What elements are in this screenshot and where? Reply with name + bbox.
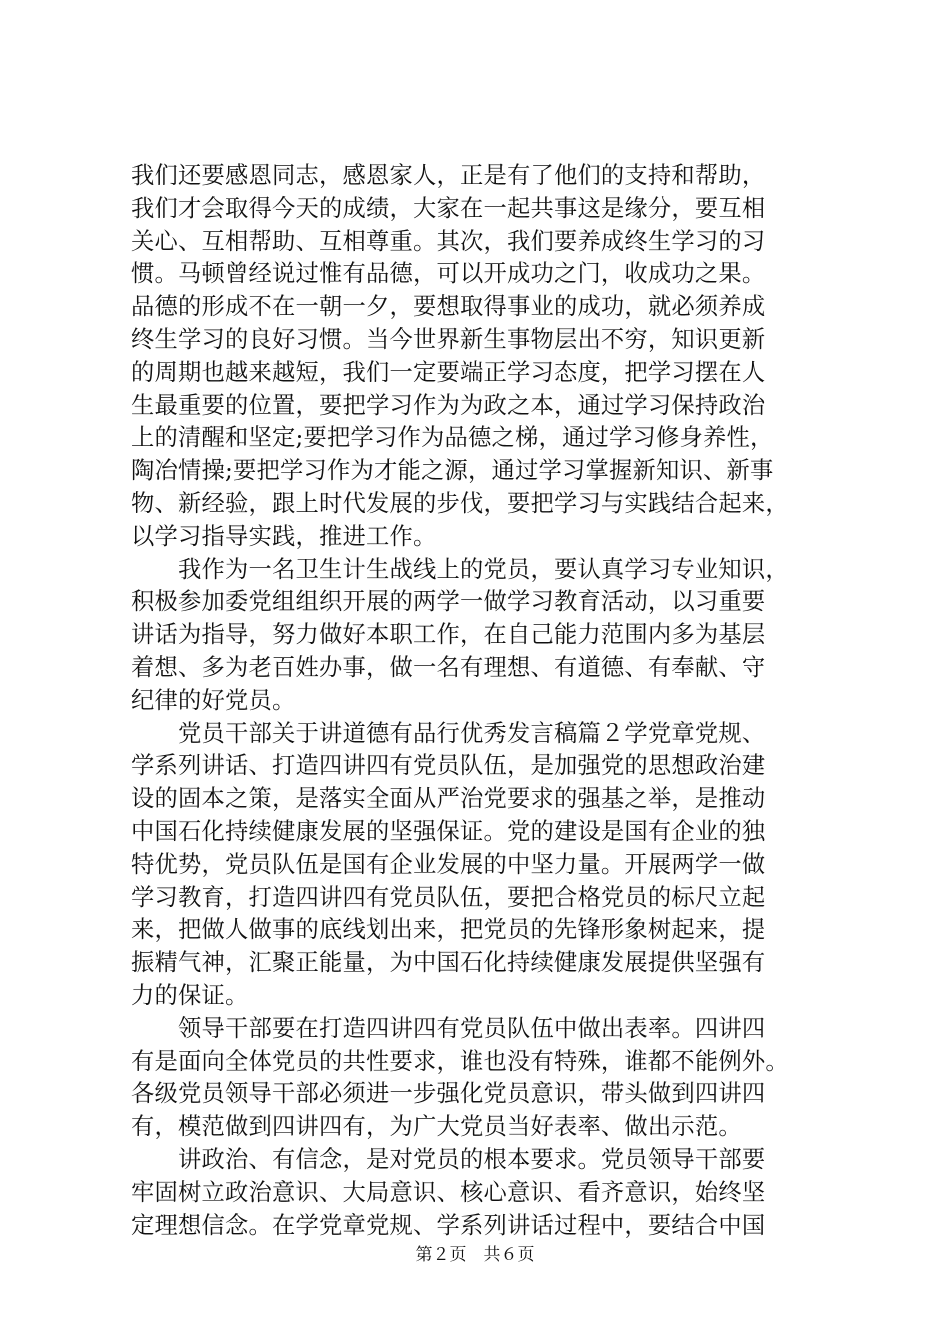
text-line: 学系列讲话、打造四讲四有党员队伍，是加强党的思想政治建 <box>131 752 766 780</box>
text-line: 的周期也越来越短，我们一定要端正学习态度，把学习摆在人 <box>131 358 766 386</box>
text-line: 各级党员领导干部必须进一步强化党员意识，带头做到四讲四 <box>131 1080 766 1108</box>
text-line: 有，模范做到四讲四有，为广大党员当好表率、做出示范。 <box>131 1113 742 1141</box>
text-line: 关心、互相帮助、互相尊重。其次，我们要养成终生学习的习 <box>131 227 766 255</box>
body-text <box>131 160 831 1242</box>
text-line: 上的清醒和坚定;要把学习作为品德之梯，通过学习修身养性， <box>131 424 774 452</box>
text-line: 党员干部关于讲道德有品行优秀发言稿篇２学党章党规、 <box>131 719 766 747</box>
text-line: 我们才会取得今天的成绩，大家在一起共事这是缘分，要互相 <box>131 194 766 222</box>
text-line: 讲政治、有信念，是对党员的根本要求。党员领导干部要 <box>131 1145 766 1173</box>
text-line: 品德的形成不在一朝一夕，要想取得事业的成功，就必须养成 <box>131 293 766 321</box>
text-line: 积极参加委党组组织开展的两学一做学习教育活动，以习重要 <box>131 588 766 616</box>
text-line: 力的保证。 <box>131 981 249 1009</box>
text-line: 特优势，党员队伍是国有企业发展的中坚力量。开展两学一做 <box>131 850 766 878</box>
text-line: 学习教育，打造四讲四有党员队伍，要把合格党员的标尺立起 <box>131 883 766 911</box>
text-line: 有是面向全体党员的共性要求，谁也没有特殊，谁都不能例外。 <box>131 1047 789 1075</box>
text-line: 来，把做人做事的底线划出来，把党员的先锋形象树起来，提 <box>131 916 766 944</box>
text-line: 定理想信念。在学党章党规、学系列讲话过程中，要结合中国 <box>131 1211 766 1239</box>
text-line: 纪律的好党员。 <box>131 686 296 714</box>
text-line: 生最重要的位置，要把学习作为为政之本，通过学习保持政治 <box>131 391 766 419</box>
text-line: 牢固树立政治意识、大局意识、核心意识、看齐意识，始终坚 <box>131 1178 766 1206</box>
text-line: 领导干部要在打造四讲四有党员队伍中做出表率。四讲四 <box>131 1014 766 1042</box>
text-line: 中国石化持续健康发展的坚强保证。党的建设是国有企业的独 <box>131 817 766 845</box>
page-footer: 第２页 共６页 <box>415 1245 535 1265</box>
text-line: 我作为一名卫生计生战线上的党员，要认真学习专业知识， <box>131 555 789 583</box>
text-line: 着想、多为老百姓办事，做一名有理想、有道德、有奉献、守 <box>131 653 766 681</box>
text-line: 设的固本之策，是落实全面从严治党要求的强基之举，是推动 <box>131 785 766 813</box>
text-line: 我们还要感恩同志，感恩家人，正是有了他们的支持和帮助， <box>131 162 766 189</box>
text-line: 陶冶情操;要把学习作为才能之源，通过学习掌握新知识、新事 <box>131 457 774 485</box>
text-line: 惯。马顿曾经说过惟有品德，可以开成功之门，收成功之果。 <box>131 260 766 288</box>
text-line: 终生学习的良好习惯。当今世界新生事物层出不穷，知识更新 <box>131 325 766 353</box>
text-line: 振精气神，汇聚正能量，为中国石化持续健康发展提供坚强有 <box>131 949 766 977</box>
text-line: 讲话为指导，努力做好本职工作，在自己能力范围内多为基层 <box>131 621 766 649</box>
text-line: 以学习指导实践，推进工作。 <box>131 522 437 550</box>
text-line: 物、新经验，跟上时代发展的步伐，要把学习与实践结合起来， <box>131 489 789 517</box>
